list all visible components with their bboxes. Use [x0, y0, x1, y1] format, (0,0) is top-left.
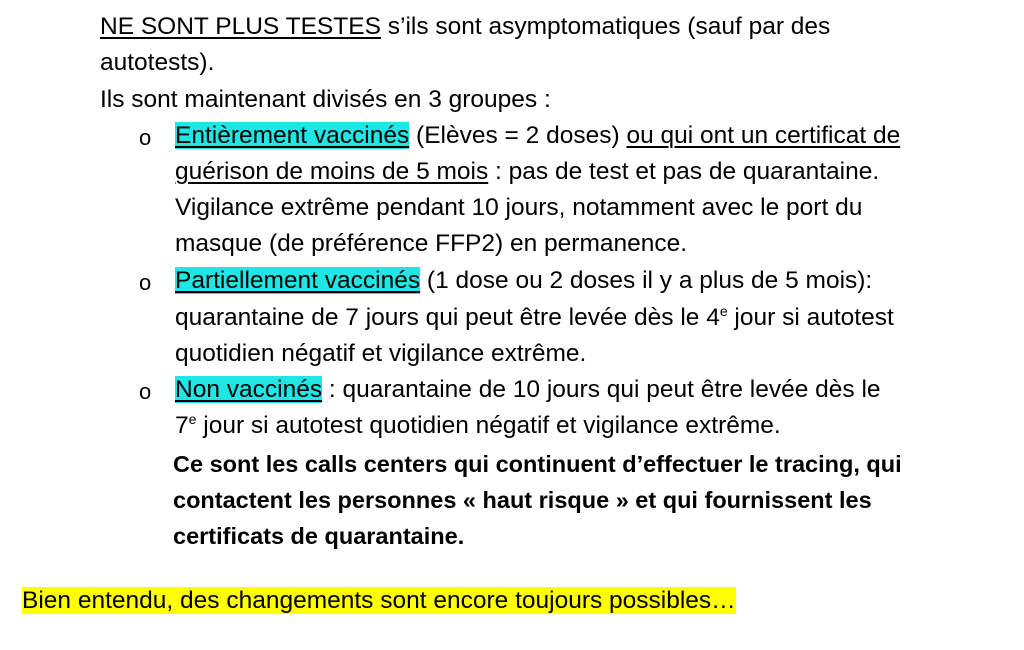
group3-line-2-pre: 7	[175, 412, 189, 439]
bullet-marker: o	[139, 125, 152, 150]
bold-note-line-2: contactent les personnes « haut risque » et qui fournissent les	[173, 487, 872, 513]
bold-note-line-3: certificats de quarantaine.	[173, 523, 465, 549]
group2-line-2	[175, 300, 894, 336]
intro-line-1-text: s’ils sont asymptomatiques (sauf par des	[380, 13, 831, 40]
group1-rest-b: : pas de test et pas de quarantaine.	[488, 158, 880, 185]
group1-label: Entièrement vaccinés	[175, 122, 410, 149]
group1-after-label: (Elèves = 2 doses)	[409, 122, 627, 149]
group1-line-3: Vigilance extrême pendant 10 jours, notamment avec le port du	[175, 194, 863, 221]
intro-line-3: Ils sont maintenant divisés en 3 groupes :	[100, 86, 551, 113]
group2-label: Partiellement vaccinés	[175, 267, 421, 294]
bullet-marker: o	[139, 270, 152, 295]
intro-line-2: autotests).	[100, 49, 215, 76]
group3-line-2-post: jour si autotest quotidien négatif et vigilance extrême.	[196, 412, 781, 439]
bullet-marker: o	[139, 379, 152, 404]
group2-line-2-pre: quarantaine de 7 jours qui peut être levée dès le 4	[175, 304, 720, 331]
footer-note	[22, 583, 736, 619]
group3-label: Non vaccinés	[175, 376, 323, 403]
bold-note-line-1: Ce sont les calls centers qui continuent d’effectuer le tracing, qui	[173, 451, 902, 477]
not-tested-heading: NE SONT PLUS TESTES	[100, 13, 381, 40]
group1-line-4: masque (de préférence FFP2) en permanence.	[175, 230, 688, 257]
group1-underlined-a: ou qui ont un certificat de	[626, 122, 901, 149]
group2-superscript: e	[719, 302, 728, 319]
group3-after-label: : quarantaine de 10 jours qui peut être levée dès le	[322, 376, 881, 403]
group2-line-1	[175, 263, 872, 299]
group2-line-2-post: jour si autotest	[727, 304, 894, 331]
group1-underlined-b: guérison de moins de 5 mois	[175, 158, 489, 185]
group3-superscript: e	[188, 410, 197, 427]
group2-after-label: (1 dose ou 2 doses il y a plus de 5 mois):	[420, 267, 873, 294]
group3-line-2	[175, 408, 781, 444]
group2-line-3: quotidien négatif et vigilance extrême.	[175, 340, 587, 367]
group1-line-2	[175, 154, 879, 190]
group3-line-1	[175, 372, 881, 408]
intro-line-1	[100, 9, 830, 45]
group1-line-1	[175, 118, 900, 154]
footer-highlighted-text: Bien entendu, des changements sont encore toujours possibles…	[22, 587, 736, 614]
